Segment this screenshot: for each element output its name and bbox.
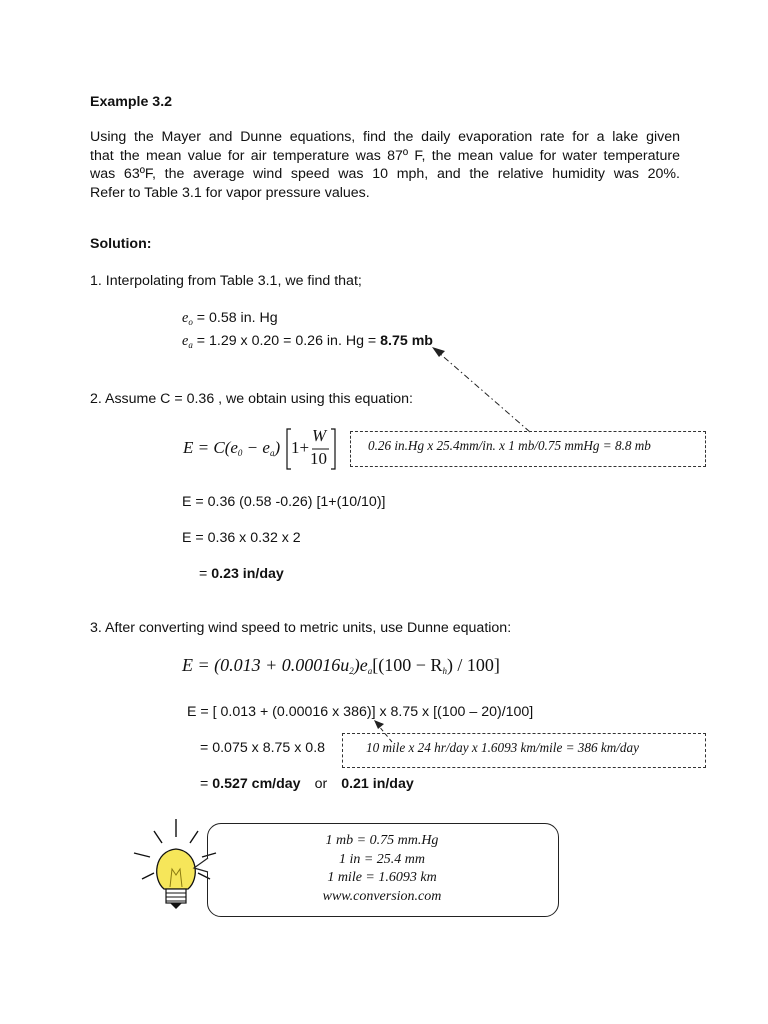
mayer-numerator: W [312,426,327,445]
eo-subscript: o [188,317,193,327]
step2-result-prefix: = [199,566,212,582]
ea-result: 8.75 mb [380,333,433,349]
dunne-sub-2: 2 [349,666,354,676]
step3-result-in: 0.21 in/day [341,776,414,792]
conversion-mile: 1 mile = 1.6093 km [327,870,437,885]
example-title: Example 3.2 [90,94,173,110]
dunne-part-b: )e [353,655,368,675]
step1-text: 1. Interpolating from Table 3.1, we find that; [90,273,362,289]
problem-line: Refer to Table 3.1 for vapor pressure values. [90,184,370,201]
step2-line2: E = 0.36 x 0.32 x 2 [182,530,301,546]
arrow-line-mb [438,352,530,432]
arrow-head-mb [432,347,445,357]
conversions-list [207,832,557,906]
step2-line1: E = 0.36 (0.58 -0.26) [1+(10/10)] [182,494,386,510]
step2-text: 2. Assume C = 0.36 , we obtain using this equation: [90,391,413,407]
step3-line2: = 0.075 x 8.75 x 0.8 [200,740,326,756]
step3-result-prefix: = [200,776,213,792]
conversion-in: 1 in = 25.4 mm [338,851,426,867]
problem-line: that the mean value for air temperature was 87º F, the mean value for water temperature [90,147,680,164]
solution-heading: Solution: [90,236,152,252]
step3-result-cm: 0.527 cm/day [212,776,301,792]
step3-text: 3. After converting wind speed to metric units, use Dunne equation: [90,620,512,636]
step2-result-line [199,566,284,582]
dunne-part-a: E = (0.013 + 0.00016u [182,655,350,675]
ea-symbol: e [182,333,189,349]
dunne-sub-a: a [367,666,373,676]
conversion-source: www.conversion.com [322,888,442,904]
step3-result-line [200,776,414,792]
dunne-part-c: [(100 − R [372,655,443,675]
mayer-lhs: $E = C(e_0 - e_a)$ [183,438,281,458]
step3-or: or [314,776,328,792]
dunne-part-d: ) / 100] [446,655,500,675]
step2-result: 0.23 in/day [211,566,284,582]
eo-symbol: e [182,310,189,326]
km-conversion-note: 10 mile x 24 hr/day x 1.6093 km/mile = 386 km/day [366,740,639,755]
dunne-equation [182,655,500,676]
arrow-head-km [374,720,384,729]
step3-line1: E = [ 0.013 + (0.00016 x 386)] x 8.75 x [(100 – 20)/100] [187,704,534,720]
dunne-sub-h: h [442,666,447,676]
mayer-denominator: 10 [310,449,327,468]
problem-line: was 63ºF, the average wind speed was 10 mph, and the relative humidity was 20%. [90,166,680,183]
ea-subscript: a [188,340,193,350]
conversion-mb: 1 mb = 0.75 mm.Hg [325,833,439,848]
mayer-one-plus: 1+ [291,438,310,457]
mb-conversion-note: 0.26 in.Hg x 25.4mm/in. x 1 mb/0.75 mmHg = 8.8 mb [368,438,651,453]
problem-line: Using the Mayer and Dunne equations, find the daily evaporation rate for a lake given [90,129,680,145]
ea-value: = 1.29 x 0.20 = 0.26 in. Hg = [192,333,381,349]
eo-value: = 0.58 in. Hg [192,310,278,326]
